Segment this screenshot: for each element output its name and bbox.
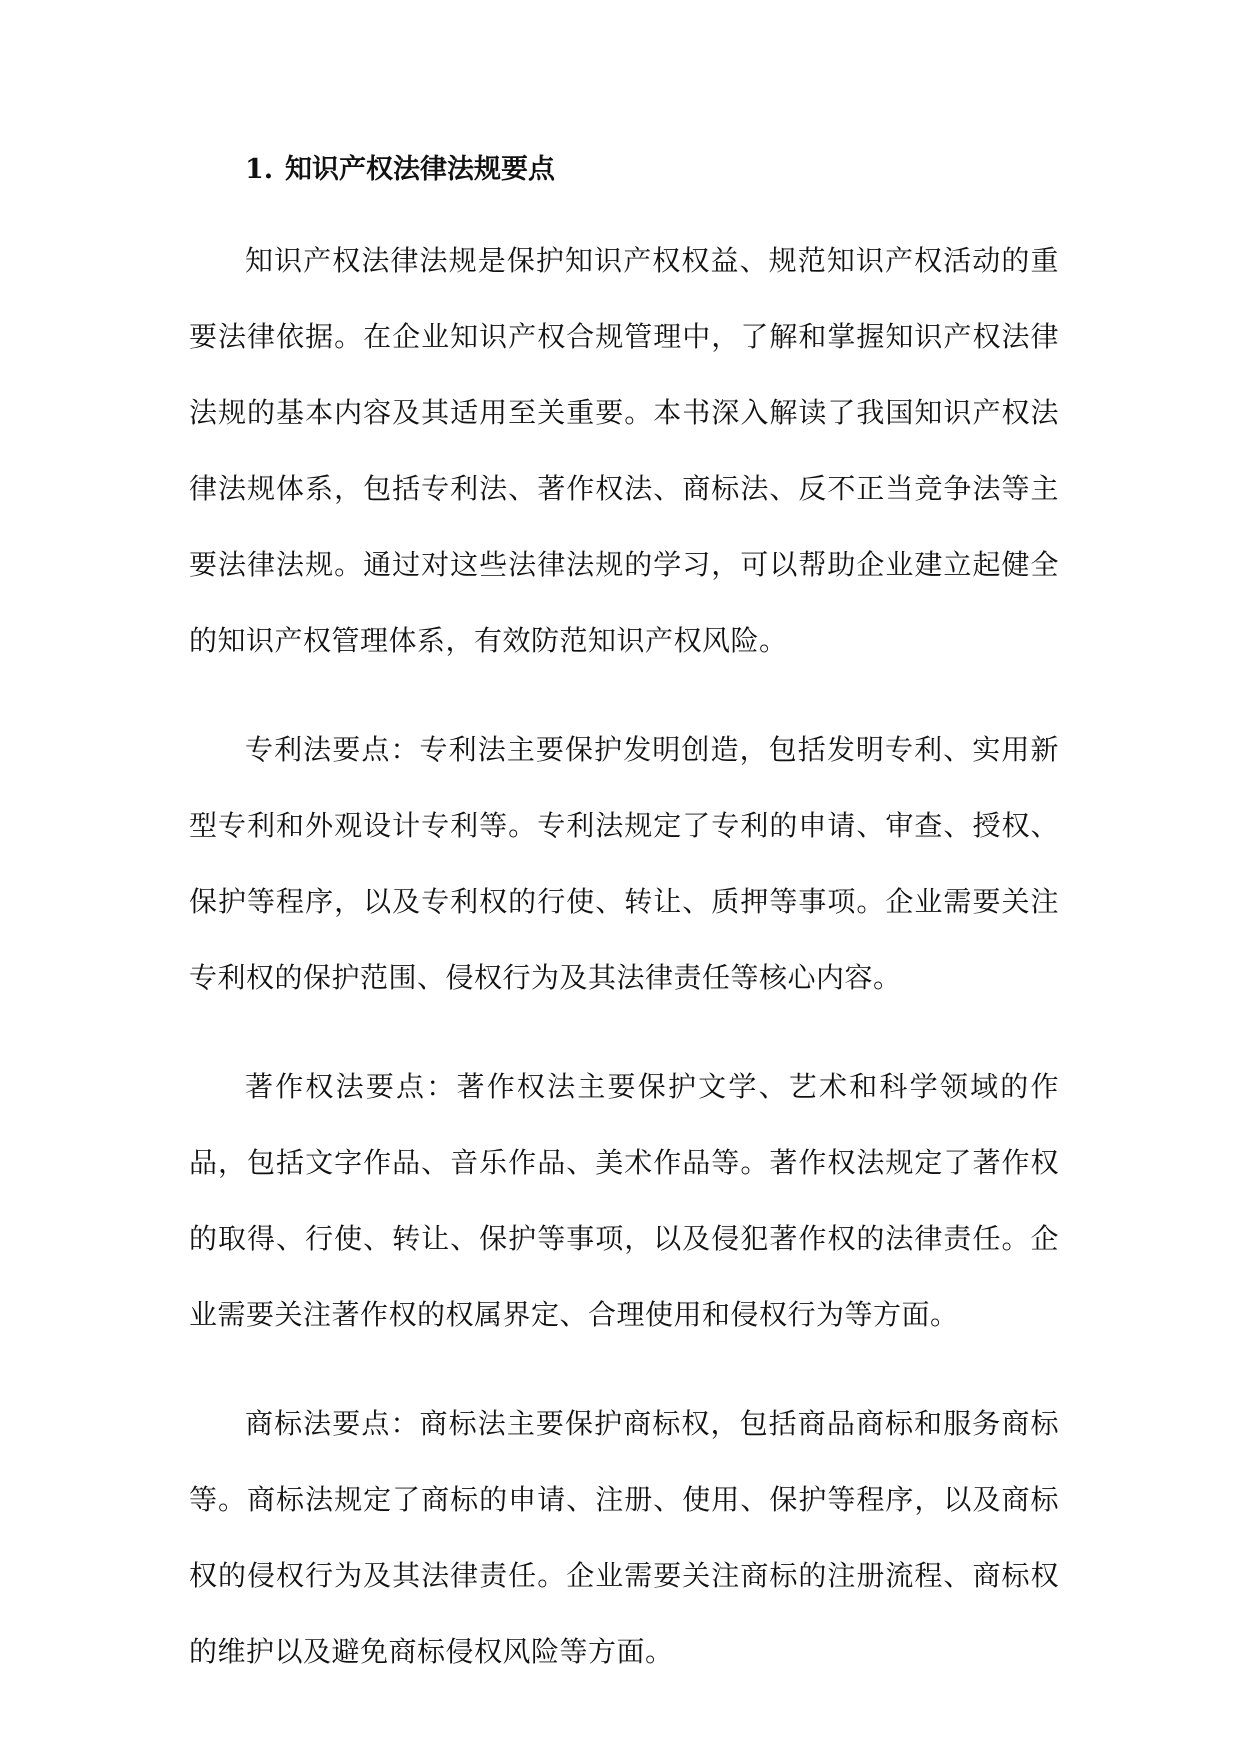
paragraph-trademark-law: 商标法要点：商标法主要保护商标权，包括商品商标和服务商标等。商标法规定了商标的申请、注册、使用、保护等程序，以及商标权的侵权行为及其法律责任。企业需要关注商标的注册流程、商标权的维护以及避免商标侵权风险等方面。 bbox=[189, 1407, 1059, 1668]
paragraph-patent-law: 专利法要点：专利法主要保护发明创造，包括发明专利、实用新型专利和外观设计专利等。专利法规定了专利的申请、审查、授权、保护等程序，以及专利权的行使、转让、质押等事项。企业需要关注专利权的保护范围、侵权行为及其法律责任等核心内容。 bbox=[189, 733, 1059, 994]
section-number: 1. bbox=[245, 154, 274, 185]
section-heading bbox=[189, 150, 1059, 190]
document-body bbox=[189, 150, 1059, 1690]
section-title: 知识产权法律法规要点 bbox=[285, 154, 555, 185]
paragraph-copyright-law: 著作权法要点：著作权法主要保护文学、艺术和科学领域的作品，包括文字作品、音乐作品、美术作品等。著作权法规定了著作权的取得、行使、转让、保护等事项，以及侵犯著作权的法律责任。企业需要关注著作权的权属界定、合理使用和侵权行为等方面。 bbox=[189, 1070, 1059, 1331]
paragraph-intro: 知识产权法律法规是保护知识产权权益、规范知识产权活动的重要法律依据。在企业知识产权合规管理中，了解和掌握知识产权法律法规的基本内容及其适用至关重要。本书深入解读了我国知识产权法律法规体系，包括专利法、著作权法、商标法、反不正当竞争法等主要法律法规。通过对这些法律法规的学习，可以帮助企业建立起健全的知识产权管理体系，有效防范知识产权风险。 bbox=[189, 244, 1059, 657]
